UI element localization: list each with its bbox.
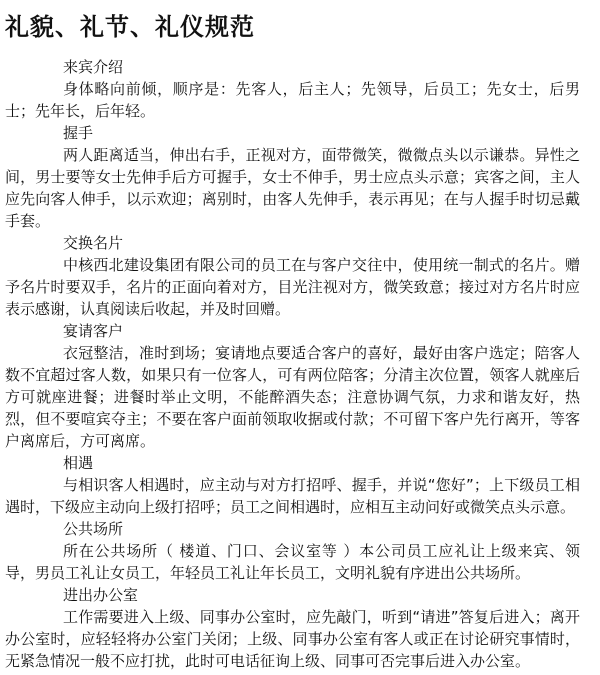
document-title: 礼貌、礼节、礼仪规范: [5, 13, 255, 41]
section-heading: 相遇: [63, 454, 94, 472]
section-body: 所在公共场所（ 楼道、门口、会议室等 ）本公司员工应礼让上级来宾、领导，男员工礼让女员工，年轻员工礼让年长员工，文明礼貌有序进出公共场所。: [5, 542, 580, 582]
section-guest-introduction: [5, 56, 580, 122]
section-body: 两人距离适当，伸出右手，正视对方，面带微笑，微微点头以示谦恭。异性之间，男士要等女士先伸手后方可握手，女士不伸手，男士应点头示意；宾客之间，主人应先向客人伸手，以示欢迎；离别时，由客人先伸手，表示再见；在与人握手时切忌戴手套。: [5, 146, 580, 230]
section-handshake: [5, 122, 580, 232]
section-body: 工作需要进入上级、同事办公室时，应先敲门，听到“请进”答复后进入；离开办公室时，应轻轻将办公室门关闭；上级、同事办公室有客人或正在讨论研究事情时，无紧急情况一般不应打扰，此时可电话征询上级、同事可否完事后进入办公室。: [5, 608, 580, 670]
section-hosting-clients: [5, 320, 580, 452]
section-business-cards: [5, 232, 580, 320]
section-heading: 进出办公室: [63, 586, 139, 604]
section-body: 身体略向前倾，顺序是：先客人，后主人；先领导，后员工；先女士，后男士；先年长，后年轻。: [5, 80, 580, 120]
section-heading: 宴请客户: [63, 322, 124, 340]
section-encounters: [5, 452, 580, 518]
section-public-places: [5, 518, 580, 584]
section-heading: 公共场所: [63, 520, 124, 538]
section-heading: 交换名片: [63, 234, 124, 252]
section-body: 与相识客人相遇时，应主动与对方打招呼、握手，并说“您好”；上下级员工相遇时，下级应主动向上级打招呼；员工之间相遇时，应相互主动问好或微笑点头示意。: [5, 476, 580, 516]
section-heading: 来宾介绍: [63, 58, 124, 76]
section-body: 中核西北建设集团有限公司的员工在与客户交往中，使用统一制式的名片。赠予名片时要双手，名片的正面向着对方，目光注视对方，微笑致意；接过对方名片时应表示感谢，认真阅读后收起，并及时回赠。: [5, 256, 580, 318]
section-body: 衣冠整洁，准时到场；宴请地点要适合客户的喜好，最好由客户选定；陪客人数不宜超过客人数，如果只有一位客人，可有两位陪客；分清主次位置，领客人就座后方可就座进餐；进餐时举止文明，不能醉酒失态；注意协调气氛，力求和谐友好，热烈，但不要喧宾夺主；不要在客户面前领取收据或付款；不可留下客户先行离开，等客户离席后，方可离席。: [5, 344, 580, 450]
section-heading: 握手: [63, 124, 94, 142]
section-entering-offices: [5, 584, 580, 672]
